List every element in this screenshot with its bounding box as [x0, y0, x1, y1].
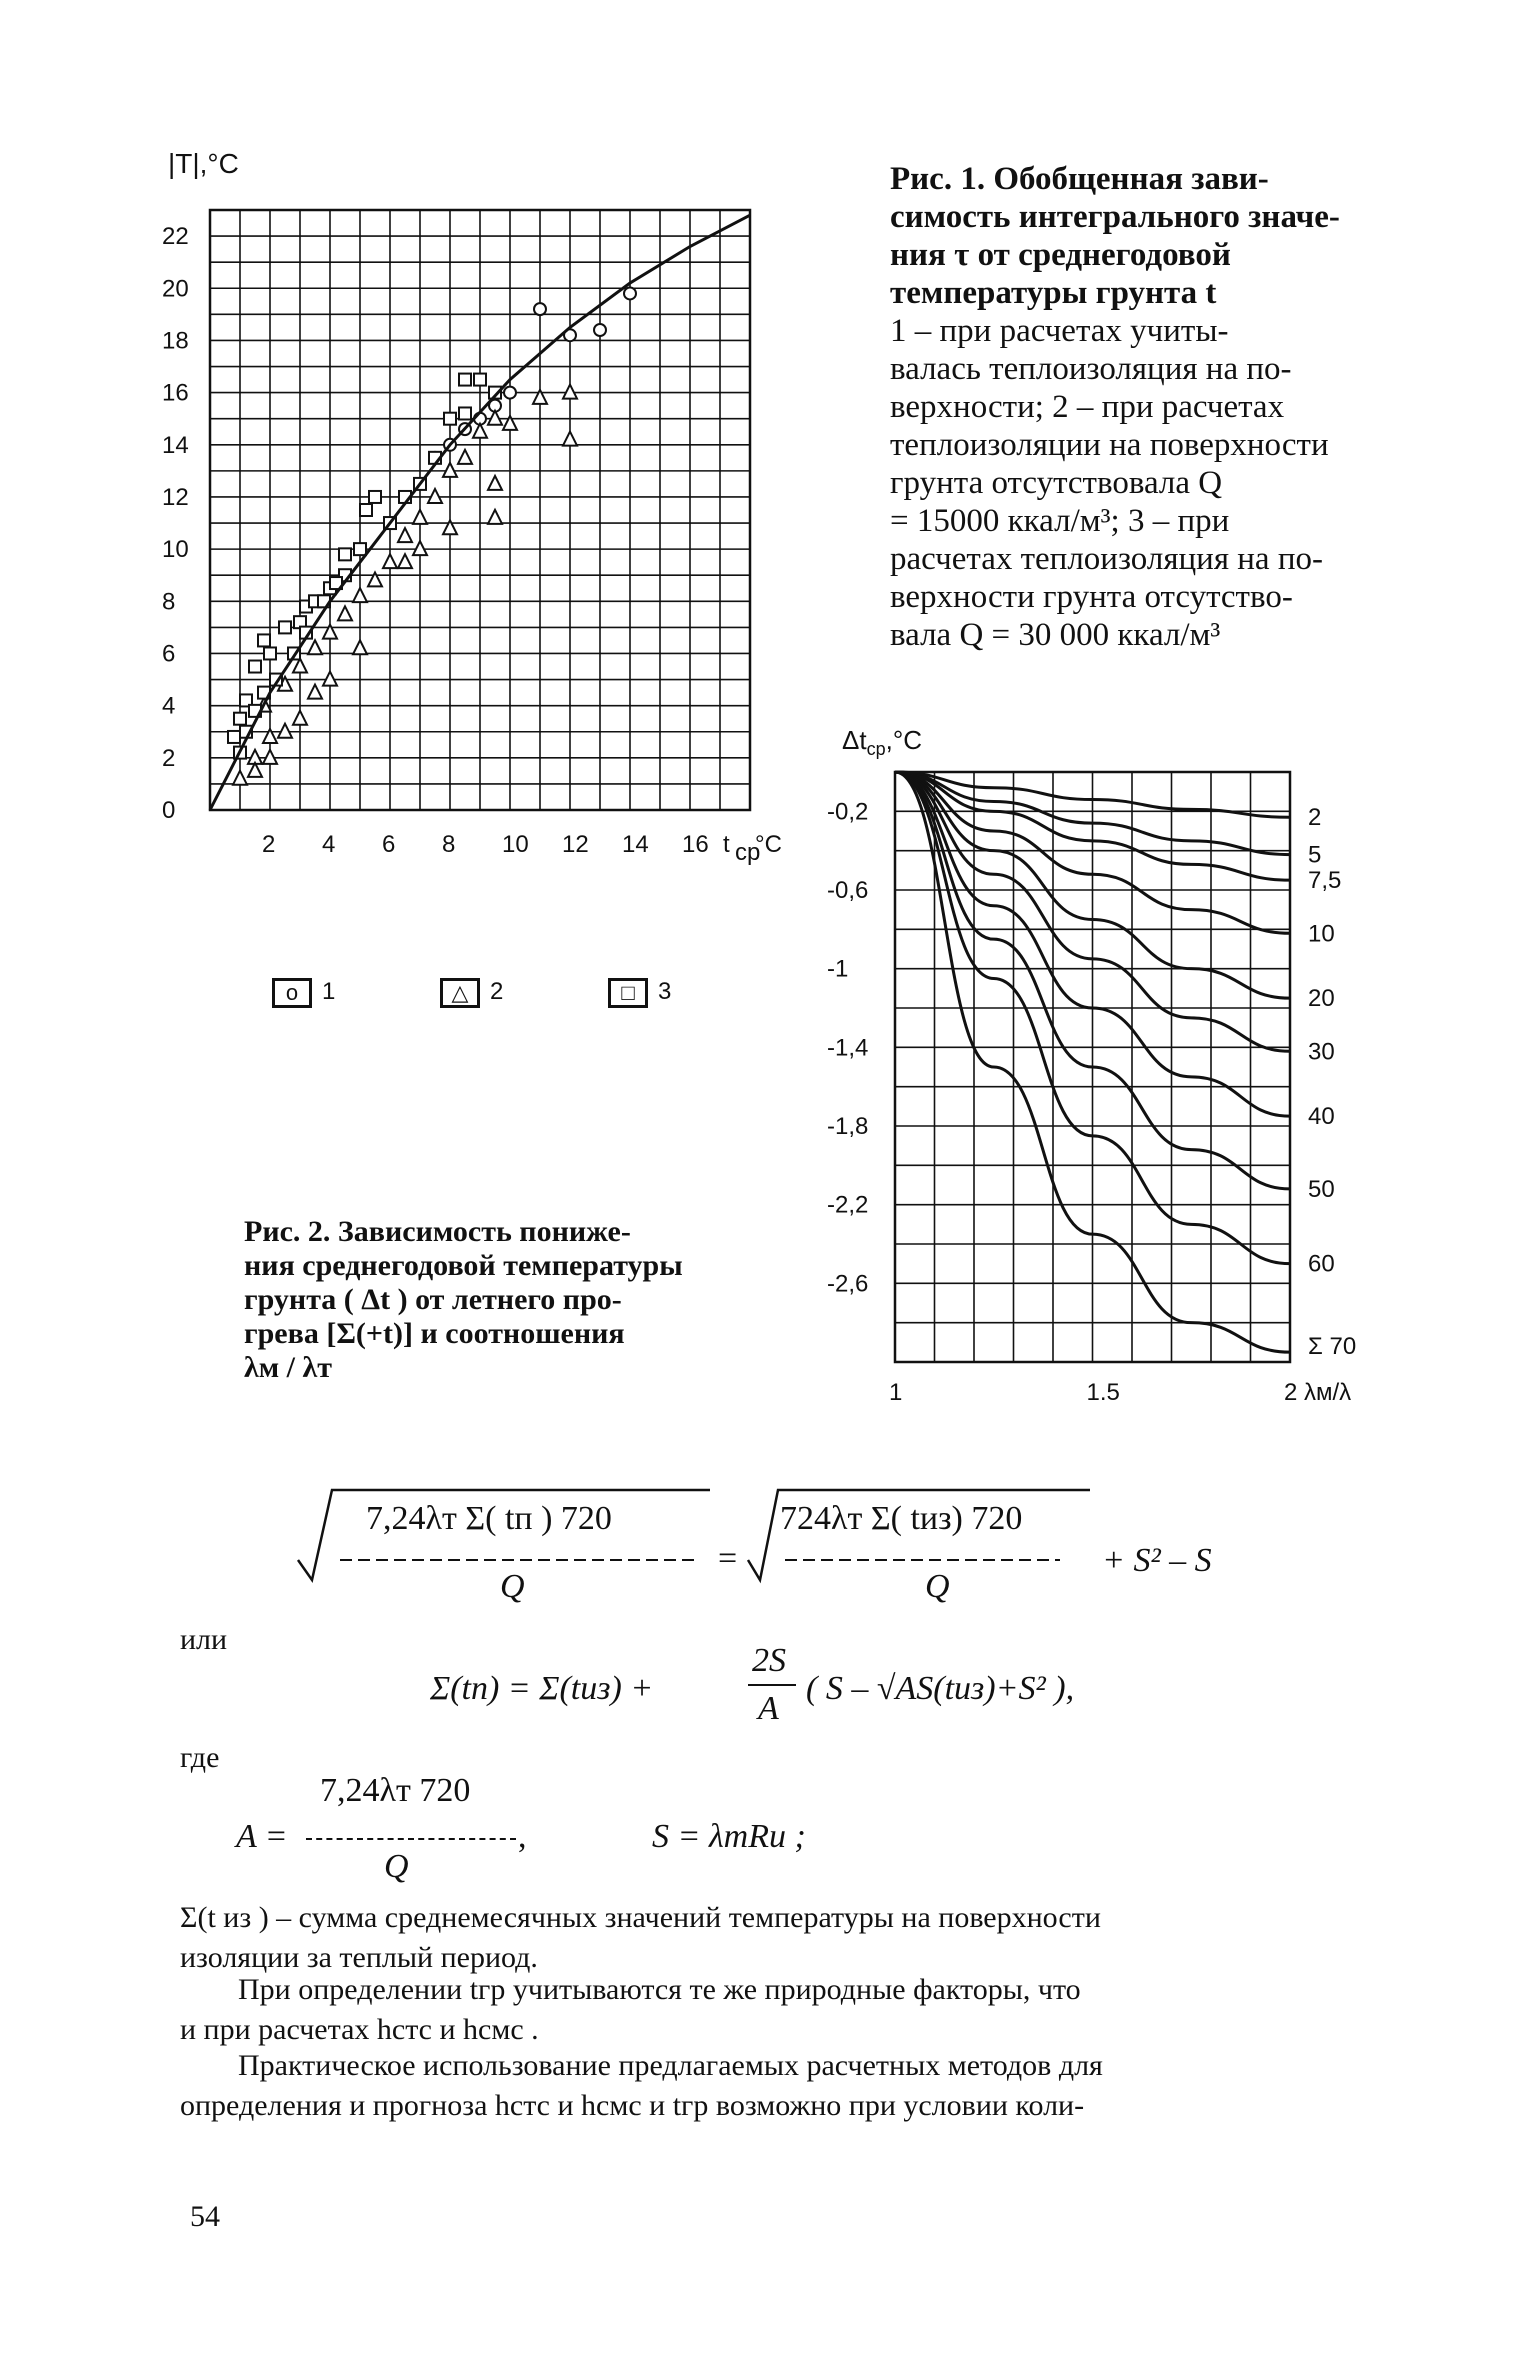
formula-3-lhs: A =	[236, 1818, 288, 1855]
formula-2-frac-bar	[748, 1684, 796, 1686]
x-axis-unit: t	[723, 831, 730, 858]
data-point-square	[234, 713, 246, 725]
legend-label-2: 2	[490, 978, 504, 1005]
formula-2-frac-den: A	[758, 1690, 779, 1727]
data-point-triangle	[488, 476, 502, 490]
formula-1-left-numerator: 7,24λт Σ( tп ) 720	[366, 1500, 612, 1537]
data-point-square	[459, 407, 471, 419]
x-axis-unit: λм/λ	[1304, 1379, 1352, 1406]
formula-2-left: Σ(tп) = Σ(tиз) +	[430, 1670, 654, 1707]
data-point-triangle	[488, 411, 502, 425]
data-point-triangle	[443, 463, 457, 477]
paragraph-1-line: Σ(t из ) – сумма среднемесячных значений температуры на поверхности	[180, 1901, 1101, 1934]
curve-label: 40	[1308, 1103, 1335, 1131]
fig1-caption-line: симость интегрального значе-	[890, 199, 1340, 235]
curve-label: 2	[1308, 804, 1322, 832]
curve-label: Σ 70	[1308, 1333, 1357, 1361]
y-tick-label: -2,6	[827, 1270, 869, 1298]
fig1-caption-line: верхности грунта отсутство-	[890, 579, 1293, 615]
data-point-circle	[624, 287, 636, 299]
paragraph-1-line: изоляции за теплый период.	[180, 1941, 538, 1974]
fig1-caption-line: 1 – при расчетах учиты-	[890, 313, 1229, 349]
legend-marker-triangle: △	[440, 978, 480, 1008]
data-point-circle	[534, 303, 546, 315]
x-tick-label: 1.5	[1086, 1379, 1120, 1406]
y-tick-label: 8	[162, 588, 176, 616]
fig2-y-unit	[842, 725, 922, 760]
formula-3-denominator: Q	[384, 1848, 409, 1885]
curve-label: 30	[1308, 1038, 1335, 1066]
x-tick-label: 6	[382, 831, 396, 858]
data-point-triangle	[473, 424, 487, 438]
y-tick-label: 18	[162, 327, 189, 355]
y-tick-label: 10	[162, 536, 189, 564]
data-point-square	[339, 548, 351, 560]
fig1-caption-line: расчетах теплоизоляция на по-	[890, 541, 1323, 577]
data-point-square	[459, 374, 471, 386]
y-tick-label: 2	[162, 744, 176, 772]
fig2-caption-line: грунта ( Δt ) от летнего про-	[244, 1283, 622, 1316]
data-point-triangle	[338, 606, 352, 620]
x-tick-label: 2	[1284, 1379, 1298, 1406]
fig2-y-unit-main: Δt	[842, 725, 867, 755]
formula-1-left-denominator: Q	[500, 1568, 525, 1605]
data-point-triangle	[563, 432, 577, 446]
page-number: 54	[190, 2200, 220, 2233]
data-point-triangle	[398, 528, 412, 542]
data-point-square	[258, 634, 270, 646]
fig1-caption	[890, 160, 1490, 654]
y-tick-label: 14	[162, 431, 189, 459]
paragraph-2-line: и при расчетах hстс и hсмс .	[180, 2013, 539, 2046]
y-tick-label: -1	[827, 955, 849, 983]
y-tick-label: 6	[162, 640, 176, 668]
curve-label: 20	[1308, 985, 1335, 1013]
fig1-caption-line: теплоизоляции на поверхности	[890, 427, 1329, 463]
y-tick-label: 4	[162, 692, 176, 720]
data-point-square	[360, 504, 372, 516]
paragraph-3-line: определения и прогноза hстс и hсмс и tгр возможно при условии коли-	[180, 2089, 1085, 2122]
fig2-y-unit-tail: ,°C	[885, 725, 923, 755]
y-tick-label: -0,2	[827, 798, 869, 826]
y-tick-label: 12	[162, 483, 189, 511]
fig1-y-unit: |T|,°C	[168, 148, 239, 179]
data-point-triangle	[563, 385, 577, 399]
formula-1-tail: + S² – S	[1102, 1542, 1212, 1579]
x-axis-unit-sub: cp	[735, 839, 761, 866]
data-point-triangle	[398, 554, 412, 568]
paragraph-1	[180, 1898, 1360, 1978]
formula-3-numerator: 7,24λт 720	[320, 1772, 471, 1809]
fig2-caption-line: грева [Σ(+t)] и соотношения	[244, 1317, 625, 1350]
fig1-chart	[150, 200, 810, 960]
curve-label: 50	[1308, 1175, 1335, 1203]
data-point-triangle	[323, 672, 337, 686]
fig1-caption-line: = 15000 ккал/м³; 3 – при	[890, 503, 1230, 539]
formula-1-equals: =	[718, 1540, 738, 1577]
formula-3-right: S = λтRи ;	[652, 1818, 806, 1855]
formula-2-frac-num: 2S	[752, 1642, 786, 1679]
x-tick-label: 10	[502, 831, 529, 858]
data-point-square	[474, 374, 486, 386]
y-tick-label: 22	[162, 223, 189, 251]
x-tick-label: 4	[322, 831, 336, 858]
fig2-caption-line: Рис. 2. Зависимость пониже-	[244, 1215, 631, 1248]
data-point-triangle	[458, 450, 472, 464]
data-point-square	[279, 621, 291, 633]
fig1-caption-line: грунта отсутствовала Q	[890, 465, 1223, 501]
fig1-caption-line: температуры грунта t	[890, 275, 1217, 311]
data-point-triangle	[413, 541, 427, 555]
data-point-triangle	[488, 510, 502, 524]
data-point-triangle	[308, 685, 322, 699]
data-point-square	[354, 543, 366, 555]
paragraph-2	[180, 1970, 1360, 2050]
data-point-triangle	[428, 489, 442, 503]
data-point-square	[264, 647, 276, 659]
data-point-square	[369, 491, 381, 503]
y-tick-label: -0,6	[827, 877, 869, 904]
fig1-caption-line: верхности; 2 – при расчетах	[890, 389, 1285, 425]
data-point-triangle	[293, 711, 307, 725]
data-point-circle	[594, 324, 606, 336]
curve-label: 5	[1308, 841, 1322, 869]
y-tick-label: -1,8	[827, 1113, 869, 1140]
fig1-caption-line: вала Q = 30 000 ккал/м³	[890, 617, 1221, 653]
data-point-triangle	[383, 554, 397, 568]
fig2-y-unit-sub: cp	[866, 739, 886, 760]
data-point-triangle	[233, 771, 247, 785]
legend-label-3: 3	[658, 978, 672, 1005]
fig1-caption-line: ния τ от среднегодовой	[890, 237, 1231, 273]
x-tick-label: 14	[622, 831, 649, 858]
data-point-circle	[504, 387, 516, 399]
x-tick-label: 12	[562, 831, 589, 858]
y-tick-label: 20	[162, 275, 189, 303]
data-point-square	[249, 661, 261, 673]
data-point-triangle	[248, 763, 262, 777]
data-point-triangle	[353, 640, 367, 654]
legend-marker-square: □	[608, 978, 648, 1008]
legend-marker-circle: o	[272, 978, 312, 1008]
fig2-caption-line: ния среднегодовой температуры	[244, 1249, 683, 1282]
paragraph-3-line: Практическое использование предлагаемых расчетных методов для	[238, 2049, 1103, 2082]
fig2-chart	[820, 760, 1380, 1420]
curve-label: 10	[1308, 920, 1335, 948]
data-point-triangle	[308, 640, 322, 654]
fig1-caption-line: Рис. 1. Обобщенная зави-	[890, 161, 1269, 197]
legend-label-1: 1	[322, 978, 336, 1005]
word-or: или	[180, 1623, 228, 1656]
fig2-caption-line: λм / λт	[244, 1351, 332, 1384]
fig2-caption	[244, 1215, 744, 1385]
paragraph-3	[180, 2046, 1360, 2126]
data-point-triangle	[263, 750, 277, 764]
word-where: где	[180, 1741, 220, 1774]
paragraph-2-line: При определении tгр учитываются те же природные факторы, что	[238, 1973, 1081, 2006]
y-tick-label: -2,2	[827, 1191, 869, 1219]
curve-label: 60	[1308, 1250, 1335, 1278]
y-tick-label: 16	[162, 379, 189, 407]
formula-2-tail: ( S – √AS(tиз)+S² ),	[806, 1670, 1075, 1707]
formula-3-comma: ,	[518, 1818, 527, 1855]
data-point-triangle	[278, 724, 292, 738]
x-tick-label: 1	[889, 1379, 903, 1406]
data-point-square	[228, 731, 240, 743]
data-point-square	[444, 413, 456, 425]
formula-1-right-numerator: 724λт Σ( tиз) 720	[780, 1500, 1023, 1537]
data-point-triangle	[293, 659, 307, 673]
x-tick-label: 2	[262, 831, 276, 858]
formula-3-frac-bar	[306, 1838, 516, 1840]
fig1-caption-line: валась теплоизоляция на по-	[890, 351, 1292, 387]
y-tick-label: -1,4	[827, 1034, 869, 1062]
data-point-triangle	[353, 588, 367, 602]
curve-label: 7,5	[1308, 867, 1342, 895]
data-point-triangle	[413, 510, 427, 524]
x-tick-label: 16	[682, 831, 709, 858]
y-tick-label: 0	[162, 797, 176, 824]
x-tick-label: 8	[442, 831, 456, 858]
x-axis-unit-tail: °C	[755, 831, 782, 858]
formula-1-right-denominator: Q	[925, 1568, 950, 1605]
